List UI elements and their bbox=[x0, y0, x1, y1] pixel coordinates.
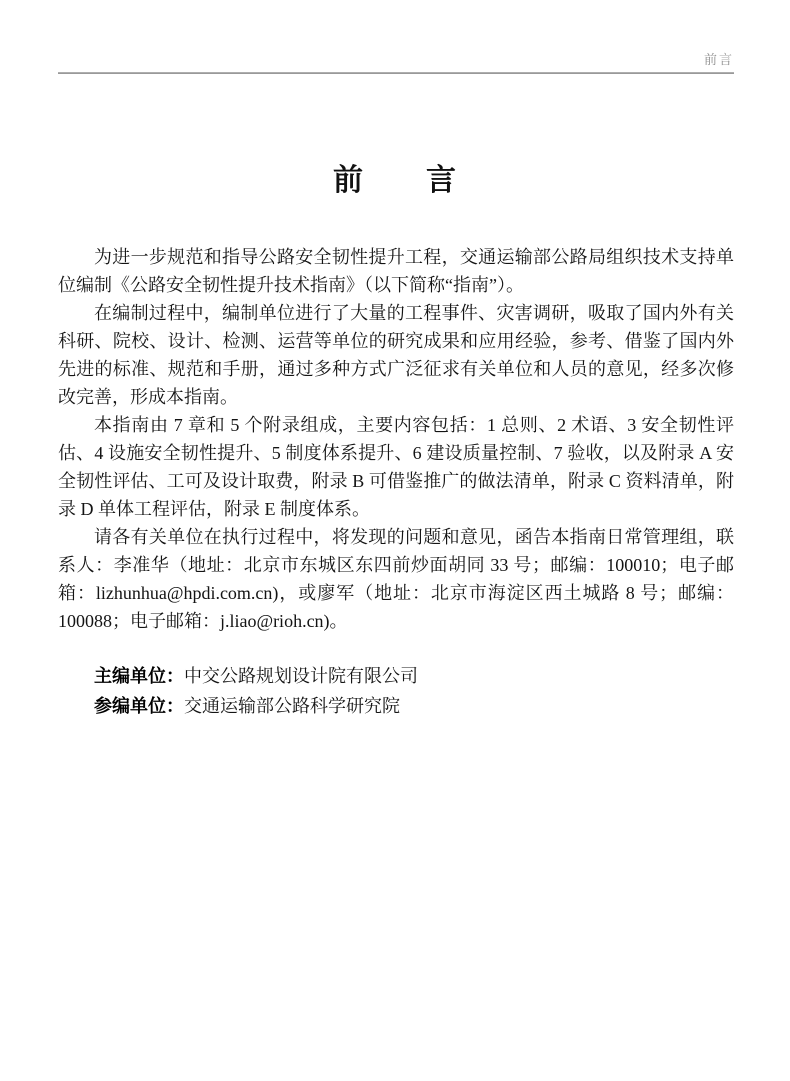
chief-editor-label: 主编单位： bbox=[94, 666, 184, 686]
paragraph-compilation-process: 在编制过程中，编制单位进行了大量的工程事件、灾害调研，吸取了国内外有关科研、院校、设计、检测、运营等单位的研究成果和应用经验，参考、借鉴了国内外先进的标准、规范和手册，通过多种方式广泛征求有关单位和人员的意见，经多次修改完善，形成本指南。 bbox=[58, 303, 734, 407]
header-rule bbox=[58, 72, 734, 74]
running-header-title: 前言 bbox=[703, 52, 734, 67]
co-editor-label: 参编单位： bbox=[94, 696, 184, 716]
paragraph-contents-overview: 本指南由 7 章和 5 个附录组成，主要内容包括：1 总则、2 术语、3 安全韧性评估、4 设施安全韧性提升、5 制度体系提升、6 建设质量控制、7 验收，以及附录 A 安全韧性评估、工可及设计取费，附录 B 可借鉴推广的做法清单，附录 C 资料清单，附录 D 单体工程评估，附录 E 制度体系。 bbox=[58, 415, 734, 519]
co-editor-row bbox=[58, 691, 734, 721]
co-editor-value: 交通运输部公路科学研究院 bbox=[184, 696, 400, 716]
paragraph-intro: 为进一步规范和指导公路安全韧性提升工程，交通运输部公路局组织技术支持单位编制《公路安全韧性提升技术指南》（以下简称“指南”）。 bbox=[58, 247, 734, 295]
chief-editor-value: 中交公路规划设计院有限公司 bbox=[184, 666, 418, 686]
paragraph-feedback-contacts: 请各有关单位在执行过程中，将发现的问题和意见，函告本指南日常管理组，联系人：李准华（地址：北京市东城区东四前炒面胡同 33 号；邮编：100010；电子邮箱：lizhunhua@hpdi.com.cn)，或廖军（地址：北京市海淀区西土城路 8 号；邮编：100088；电子邮箱：j.liao@rioh.cn)。 bbox=[58, 527, 734, 631]
editing-units bbox=[58, 661, 734, 721]
body-content bbox=[58, 243, 734, 721]
chief-editor-row bbox=[58, 661, 734, 691]
page-title: 前 言 bbox=[333, 164, 457, 197]
